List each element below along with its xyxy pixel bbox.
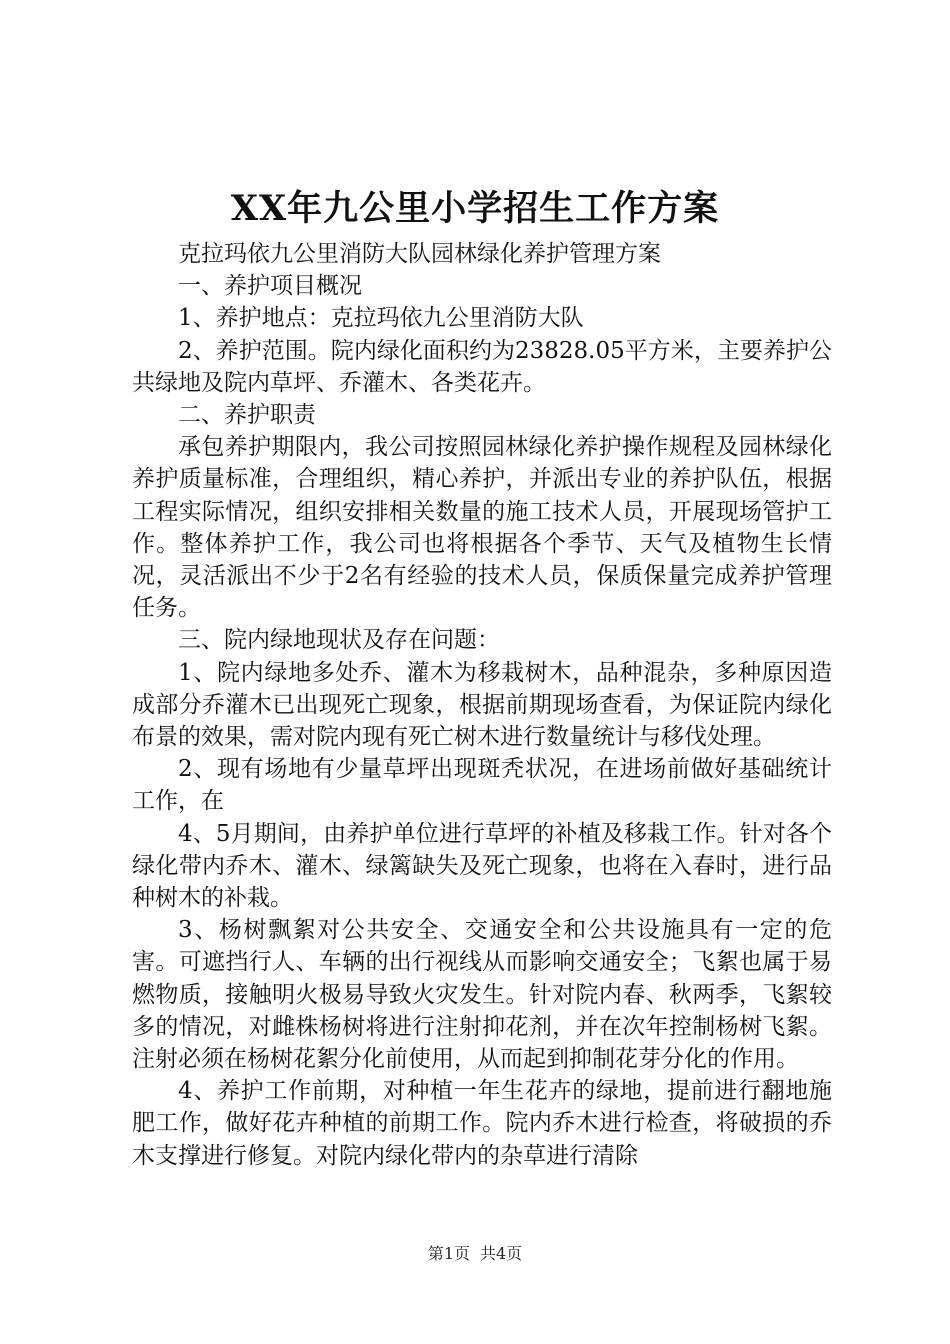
paragraph-scope: 2、养护范围。院内绿化面积约为23828.05平方米，主要养护公共绿地及院内草坪、乔灌木、各类花卉。: [132, 337, 832, 396]
paragraph-early-work: 4、养护工作前期，对种植一年生花卉的绿地，提前进行翻地施肥工作，做好花卉种植的前期工作。院内乔木进行检查，将破损的乔木支撑进行修复。对院内绿化带内的杂草进行清除: [132, 1078, 832, 1169]
document-body: [132, 238, 832, 1172]
section-heading-duties: 二、养护职责: [178, 402, 316, 429]
paragraph-issue-2: 2、现有场地有少量草坪出现斑秃状况，在进场前做好基础统计工作，在: [132, 756, 832, 815]
paragraph-issue-1: 1、院内绿地多处乔、灌木为移栽树木，品种混杂，多种原因造成部分乔灌木已出现死亡现象，根据前期现场查看，为保证院内绿化布景的效果，需对院内现有死亡树木进行数量统计与移伐处理。: [132, 659, 832, 751]
paragraph-issue-4: 4、5月期间，由养护单位进行草坪的补植及移栽工作。针对各个绿化带内乔木、灌木、绿篱缺失及死亡现象，也将在入春时，进行品种树木的补栽。: [132, 820, 832, 912]
paragraph-location: 1、养护地点：克拉玛依九公里消防大队: [178, 305, 584, 332]
page-total: 共4页: [480, 1244, 523, 1263]
page-footer: [0, 1243, 950, 1265]
page-number: 第1页: [427, 1244, 470, 1263]
document-title: XX年九公里小学招生工作方案: [230, 188, 720, 229]
section-heading-overview: 一、养护项目概况: [178, 273, 362, 300]
paragraph-duties: 承包养护期限内，我公司按照园林绿化养护操作规程及园林绿化养护质量标准，合理组织，精心养护，并派出专业的养护队伍，根据工程实际情况，组织安排相关数量的施工技术人员，开展现场管护工作。整体养护工作，我公司也将根据各个季节、天气及植物生长情况，灵活派出不少于2名有经验的技术人员，保质保量完成养护管理任务。: [132, 434, 832, 622]
paragraph-issue-3: 3、杨树飘絮对公共安全、交通安全和公共设施具有一定的危害。可遮挡行人、车辆的出行视线从而影响交通安全；飞絮也属于易燃物质，接触明火极易导致火灾发生。针对院内春、秋两季，飞絮较多的情况，对雌株杨树将进行注射抑花剂，并在次年控制杨树飞絮。注射必须在杨树花絮分化前使用，从而起到抑制花芽分化的作用。: [132, 917, 832, 1073]
paragraph-subtitle: 克拉玛依九公里消防大队园林绿化养护管理方案: [178, 241, 661, 267]
section-heading-issues: 三、院内绿地现状及存在问题：: [178, 627, 500, 654]
